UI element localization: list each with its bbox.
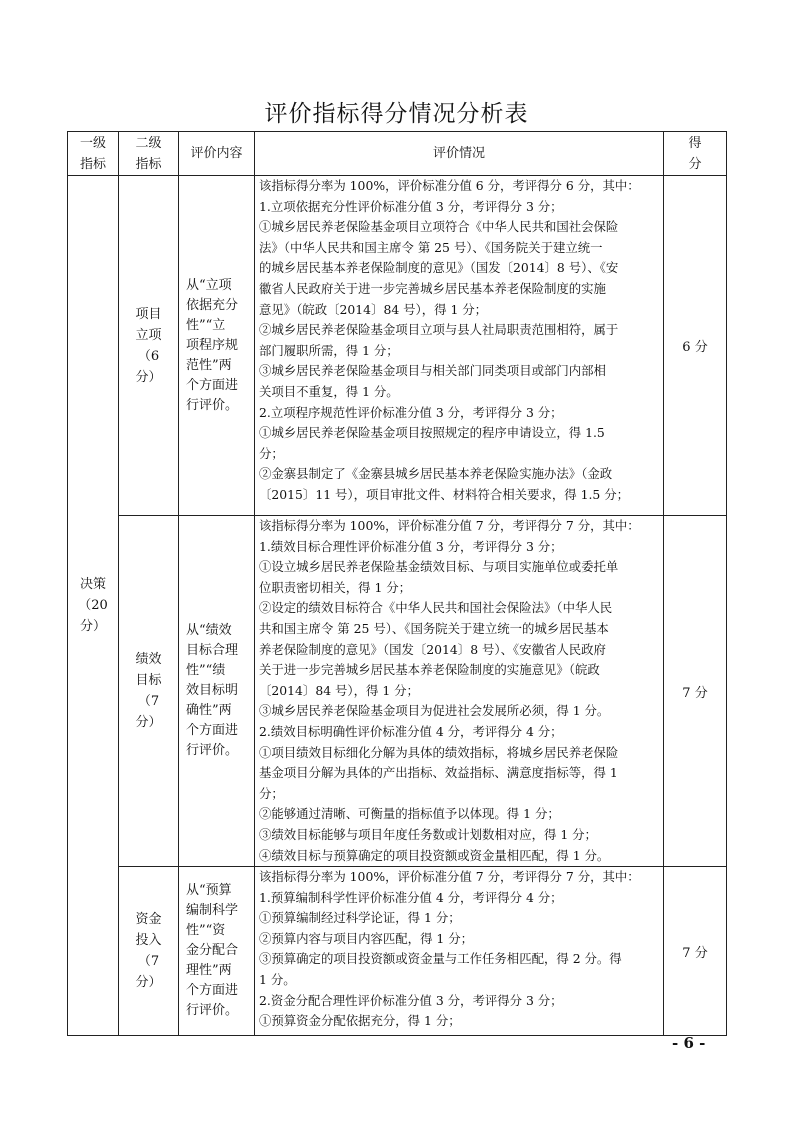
header-content: 评价内容	[179, 132, 255, 176]
page-number: - 6 -	[672, 1034, 706, 1052]
score-cell: 7 分	[664, 867, 727, 1036]
page-title: 评价指标得分情况分析表	[264, 101, 529, 127]
level1-cell: 决策 （20 分）	[68, 176, 119, 1036]
table-row	[68, 176, 727, 516]
evaluation-cell: 该指标得分率为 100%，评价标准分值 7 分，考评得分 7 分，其中： 1.预算编制科学性评价标准分值 4 分，考评得分 4 分； ①预算编制经过科学论证，得 1 分； ②预算内容与项目内容匹配，得 1 分； ③预算确定的项目投资额或资金量与工作任务相匹配，得 2 分。得 1 分。 2.资金分配合理性评价标准分值 3 分，考评得分 3 分； ①预算资金分配依据充分，得 1 分；	[255, 867, 664, 1036]
content-cell: 从“绩效 目标合理 性”“绩 效目标明 确性”两 个方面进 行评价。	[179, 516, 255, 867]
header-level1: 一级 指标	[68, 132, 119, 176]
level2-cell: 项目 立项 （6 分）	[119, 176, 179, 516]
content-cell: 从“立项 依据充分 性”“立 项程序规 范性”两 个方面进 行评价。	[179, 176, 255, 516]
header-score: 得 分	[664, 132, 727, 176]
evaluation-cell: 该指标得分率为 100%，评价标准分值 7 分，考评得分 7 分，其中： 1.绩效目标合理性评价标准分值 3 分，考评得分 3 分； ①设立城乡居民养老保险基金绩效目标、与项目实施单位或委托单 位职责密切相关，得 1 分； ②设定的绩效目标符合《中华人民共和国社会保险法》（中华人民 共和国主席令 第 25 号）、《国务院关于建立统一的城乡居民基本 养老保险制度的意见》（国发〔2014〕8 号）、《安徽省人民政府 关于进一步完善城乡居民基本养老保险制度的实施意见》（皖政 〔2014〕84 号），得 1 分； ③城乡居民养老保险基金项目为促进社会发展所必须，得 1 分。 2.绩效目标明确性评价标准分值 4 分，考评得分 4 分； ①项目绩效目标细化分解为具体的绩效指标，将城乡居民养老保险 基金项目分解为具体的产出指标、效益指标、满意度指标等，得 1 分； ②能够通过清晰、可衡量的指标值予以体现。得 1 分； ③绩效目标能够与项目年度任务数或计划数相对应，得 1 分； ④绩效目标与预算确定的项目投资额或资金量相匹配，得 1 分。	[255, 516, 664, 867]
table-row	[68, 516, 727, 867]
header-evaluation: 评价情况	[255, 132, 664, 176]
level2-cell: 资金 投入 （7 分）	[119, 867, 179, 1036]
table-header-row	[68, 132, 727, 176]
header-level2: 二级 指标	[119, 132, 179, 176]
content-cell: 从“预算 编制科学 性”“资 金分配合 理性”两 个方面进 行评价。	[179, 867, 255, 1036]
score-cell: 7 分	[664, 516, 727, 867]
evaluation-table	[67, 131, 727, 1036]
table-row	[68, 867, 727, 1036]
evaluation-cell: 该指标得分率为 100%，评价标准分值 6 分，考评得分 6 分，其中： 1.立项依据充分性评价标准分值 3 分，考评得分 3 分； ①城乡居民养老保险基金项目立项符合《中华人民共和国社会保险 法》（中华人民共和国主席令 第 25 号）、《国务院关于建立统一 的城乡居民基本养老保险制度的意见》（国发〔2014〕8 号）、《安 徽省人民政府关于进一步完善城乡居民基本养老保险制度的实施 意见》（皖政〔2014〕84 号），得 1 分； ②城乡居民养老保险基金项目立项与县人社局职责范围相符，属于 部门履职所需，得 1 分； ③城乡居民养老保险基金项目与相关部门同类项目或部门内部相 关项目不重复，得 1 分。 2.立项程序规范性评价标准分值 3 分，考评得分 3 分； ①城乡居民养老保险基金项目按照规定的程序申请设立，得 1.5 分； ②金寨县制定了《金寨县城乡居民基本养老保险实施办法》（金政 〔2015〕11 号），项目审批文件、材料符合相关要求，得 1.5 分；	[255, 176, 664, 516]
level2-cell: 绩效 目标 （7 分）	[119, 516, 179, 867]
score-cell: 6 分	[664, 176, 727, 516]
